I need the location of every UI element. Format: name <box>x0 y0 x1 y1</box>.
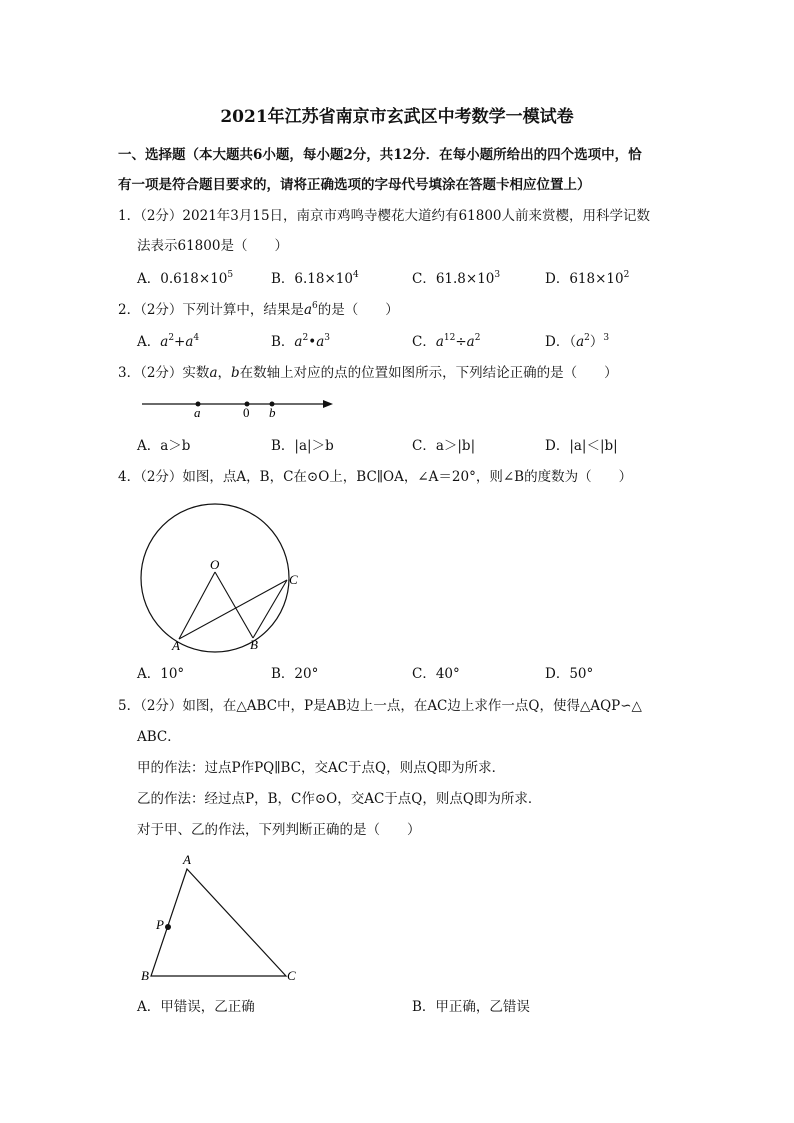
circle-o <box>141 504 289 652</box>
q2-option-a[interactable]: A．$a^2+a^4$ <box>137 333 200 350</box>
q1-option-d[interactable]: D．$618\times 10^2$ <box>545 270 630 287</box>
section-heading-line1: 一、选择题（本大题共6小题，每小题2分，共12分．在每小题所给出的四个选项中，恰 <box>118 147 642 163</box>
page-title: 2021年江苏省南京市玄武区中考数学一模试卷 <box>220 107 574 127</box>
q1-stem-line2: 法表示61800是（ ） <box>137 238 288 254</box>
q3-option-c[interactable]: C．a＞|b| <box>412 438 476 454</box>
q1-stem-line1: 1．（2分）2021年3月15日，南京市鸡鸣寺樱花大道约有61800人前来赏樱，用科学记数 <box>118 208 650 224</box>
label-a: A <box>172 638 180 653</box>
q1-option-b[interactable]: B．$6.18\times 10^4$ <box>271 270 359 287</box>
triangle-figure <box>135 850 305 985</box>
point-p <box>165 924 171 930</box>
q5-option-b[interactable]: B．甲正确，乙错误 <box>412 999 530 1015</box>
q5-method-jia: 甲的作法：过点P作PQ∥BC，交AC于点Q，则点Q即为所求． <box>137 760 506 776</box>
label-a: a <box>194 405 201 420</box>
label-b: b <box>269 405 276 420</box>
q3-option-a[interactable]: A．a＞b <box>137 438 191 454</box>
label-c: C <box>287 968 296 983</box>
q3-stem: 3．（2分）实数a，b在数轴上对应的点的位置如图所示，下列结论正确的是（ ） <box>118 365 618 381</box>
number-line-arrow <box>323 400 333 408</box>
label-a: A <box>183 852 191 867</box>
q4-option-d[interactable]: D．50° <box>545 666 594 682</box>
q4-stem: 4．（2分）如图，点A，B，C在⊙O上，BC∥OA，∠A＝20°，则∠B的度数为（ ） <box>118 469 633 485</box>
q3-option-d[interactable]: D．|a|＜|b| <box>545 438 618 454</box>
q5-question: 对于甲、乙的作法，下列判断正确的是（ ） <box>137 822 421 838</box>
q2-option-c[interactable]: C．$a^{12}\div a^2$ <box>412 333 481 350</box>
q1-option-c[interactable]: C．$61.8\times 10^3$ <box>412 270 501 287</box>
q2-stem: 2．（2分）下列计算中，结果是$a^6$的是（ ） <box>118 301 399 318</box>
q5-option-a[interactable]: A．甲错误，乙正确 <box>137 999 255 1015</box>
section-heading-line2: 有一项是符合题目要求的，请将正确选项的字母代号填涂在答题卡相应位置上） <box>118 177 591 193</box>
segment-ob <box>215 572 253 638</box>
label-c: C <box>289 572 298 587</box>
q4-option-b[interactable]: B．20° <box>271 666 319 682</box>
number-line-figure <box>135 393 340 425</box>
q3-option-b[interactable]: B．|a|＞b <box>271 438 334 454</box>
label-b: B <box>250 637 258 652</box>
label-b: B <box>141 968 149 983</box>
q5-method-yi: 乙的作法：经过点P，B，C作⊙O，交AC于点Q，则点Q即为所求． <box>137 791 542 807</box>
q5-stem-line2: ABC． <box>137 729 181 745</box>
q2-option-b[interactable]: B．$a^2•a^3$ <box>271 333 330 350</box>
q2-option-d[interactable]: D．$(a^2)^3$ <box>545 333 610 350</box>
q4-option-a[interactable]: A．10° <box>137 666 185 682</box>
q4-option-c[interactable]: C．40° <box>412 666 460 682</box>
q5-stem-line1: 5．（2分）如图，在△ABC中，P是AB边上一点，在AC边上求作一点Q，使得△AQP∽△ <box>118 698 642 714</box>
q1-option-a[interactable]: A．$0.618\times 10^5$ <box>137 270 234 287</box>
circle-figure <box>135 495 315 655</box>
label-o: O <box>210 557 220 572</box>
triangle-abc <box>151 869 286 976</box>
label-p: P <box>156 917 164 932</box>
label-zero: 0 <box>243 405 250 420</box>
